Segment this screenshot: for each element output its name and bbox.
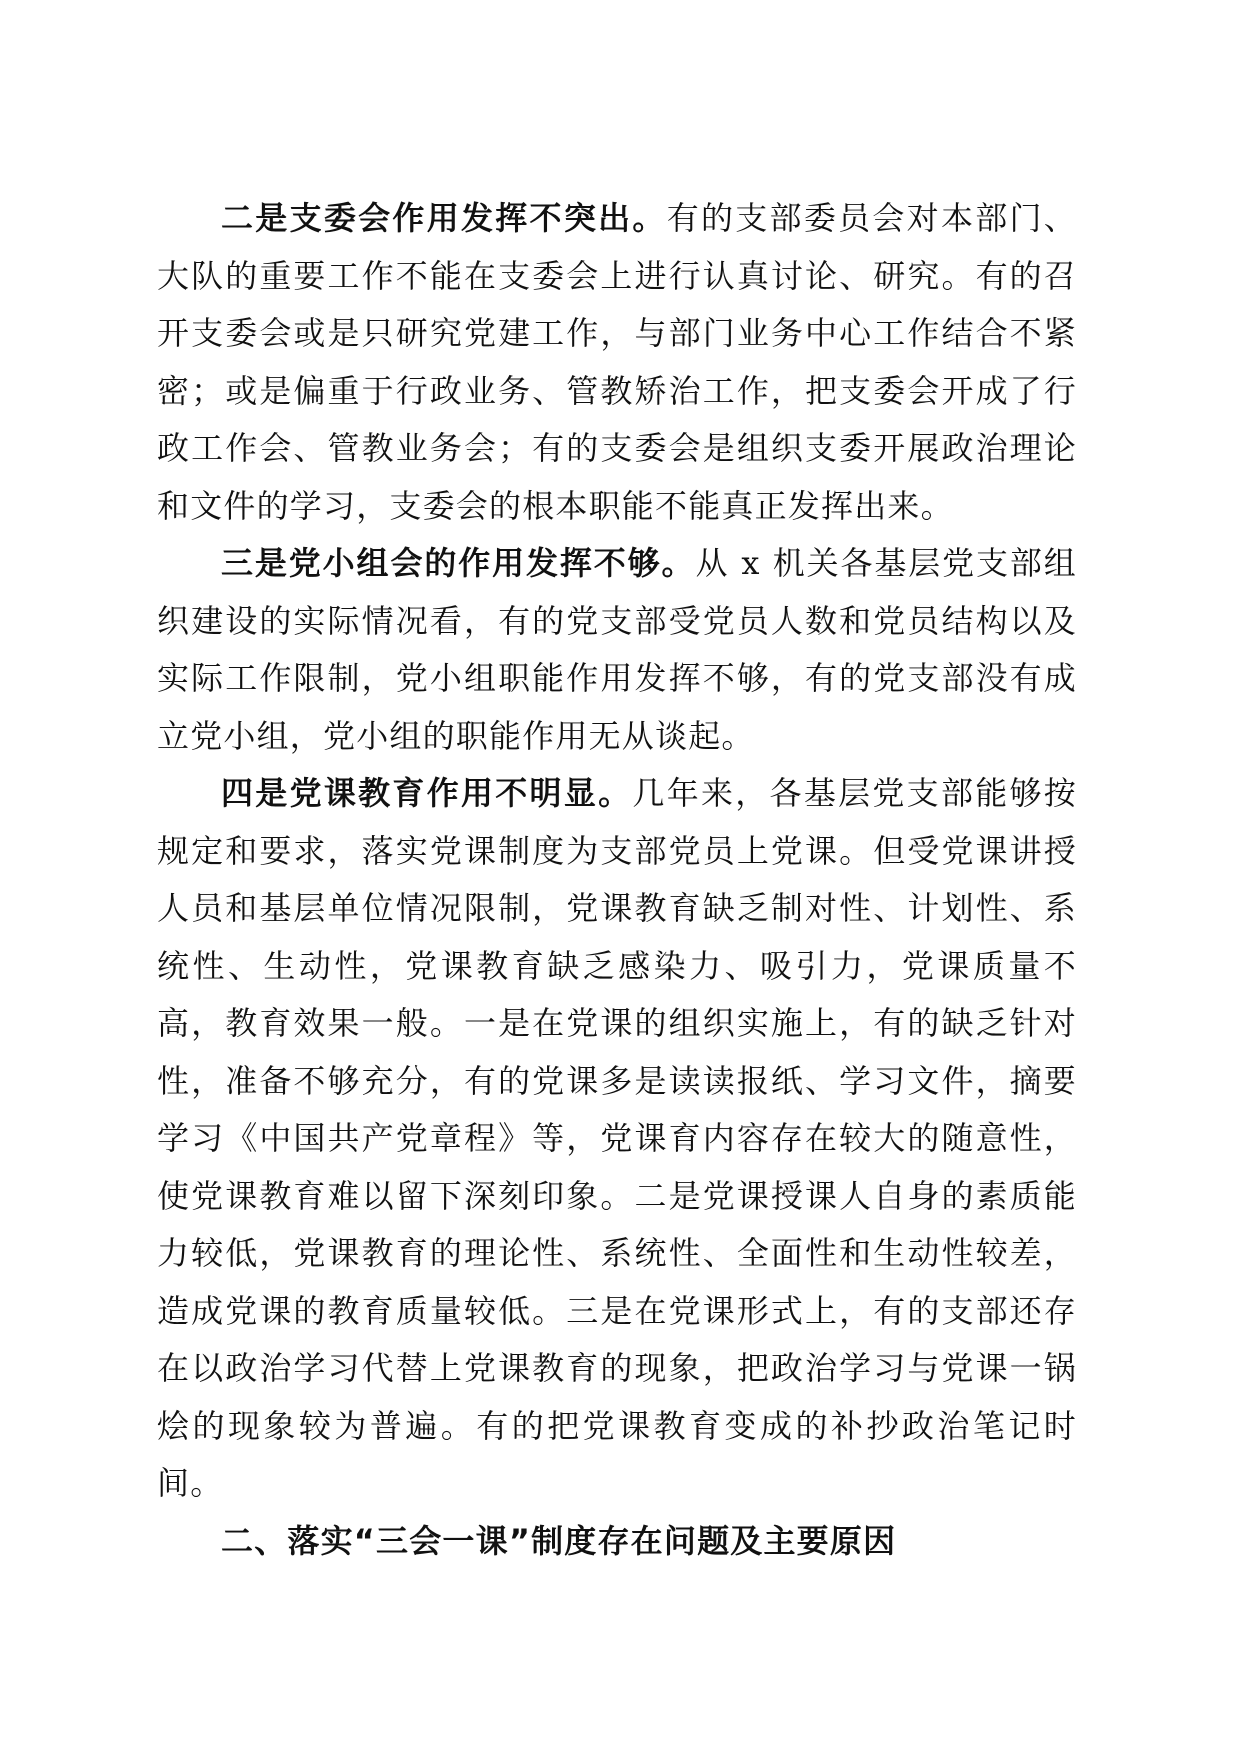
paragraph-body: 有的支部委员会对本部门、大队的重要工作不能在支委会上进行认真讨论、研究。有的召开支委会或是只研究党建工作，与部门业务中心工作结合不紧密；或是偏重于行政业务、管教矫治工作，把支委会开成了行政工作会、管教业务会；有的支委会是组织支委开展政治理论和文件的学习，支委会的根本职能不能真正发挥出来。: [157, 199, 1077, 525]
paragraph-party-lecture-role: [157, 765, 1077, 1513]
document-page: [157, 190, 1077, 1570]
paragraph-lead: 四是党课教育作用不明显。: [221, 774, 633, 812]
section-heading: 二、落实“三会一课”制度存在问题及主要原因: [221, 1521, 897, 1560]
paragraph-committee-role: [157, 190, 1077, 535]
paragraph-lead: 二是支委会作用发挥不突出。: [221, 199, 667, 237]
paragraph-body: 几年来，各基层党支部能够按规定和要求，落实党课制度为支部党员上党课。但受党课讲授人员和基层单位情况限制，党课教育缺乏制对性、计划性、系统性、生动性，党课教育缺乏感染力、吸引力，党课质量不高，教育效果一般。一是在党课的组织实施上，有的缺乏针对性，准备不够充分，有的党课多是读读报纸、学习文件，摘要学习《中国共产党章程》等，党课育内容存在较大的随意性，使党课教育难以留下深刻印象。二是党课授课人自身的素质能力较低，党课教育的理论性、系统性、全面性和生动性较差，造成党课的教育质量较低。三是在党课形式上，有的支部还存在以政治学习代替上党课教育的现象，把政治学习与党课一锅烩的现象较为普遍。有的把党课教育变成的补抄政治笔记时间。: [157, 774, 1077, 1502]
paragraph-lead: 三是党小组会的作用发挥不够。: [221, 544, 696, 582]
paragraph-body: 从 x 机关各基层党支部组织建设的实际情况看，有的党支部受党员人数和党员结构以及实际工作限制，党小组职能作用发挥不够，有的党支部没有成立党小组，党小组的职能作用无从谈起。: [157, 544, 1077, 755]
paragraph-party-group-role: [157, 535, 1077, 765]
